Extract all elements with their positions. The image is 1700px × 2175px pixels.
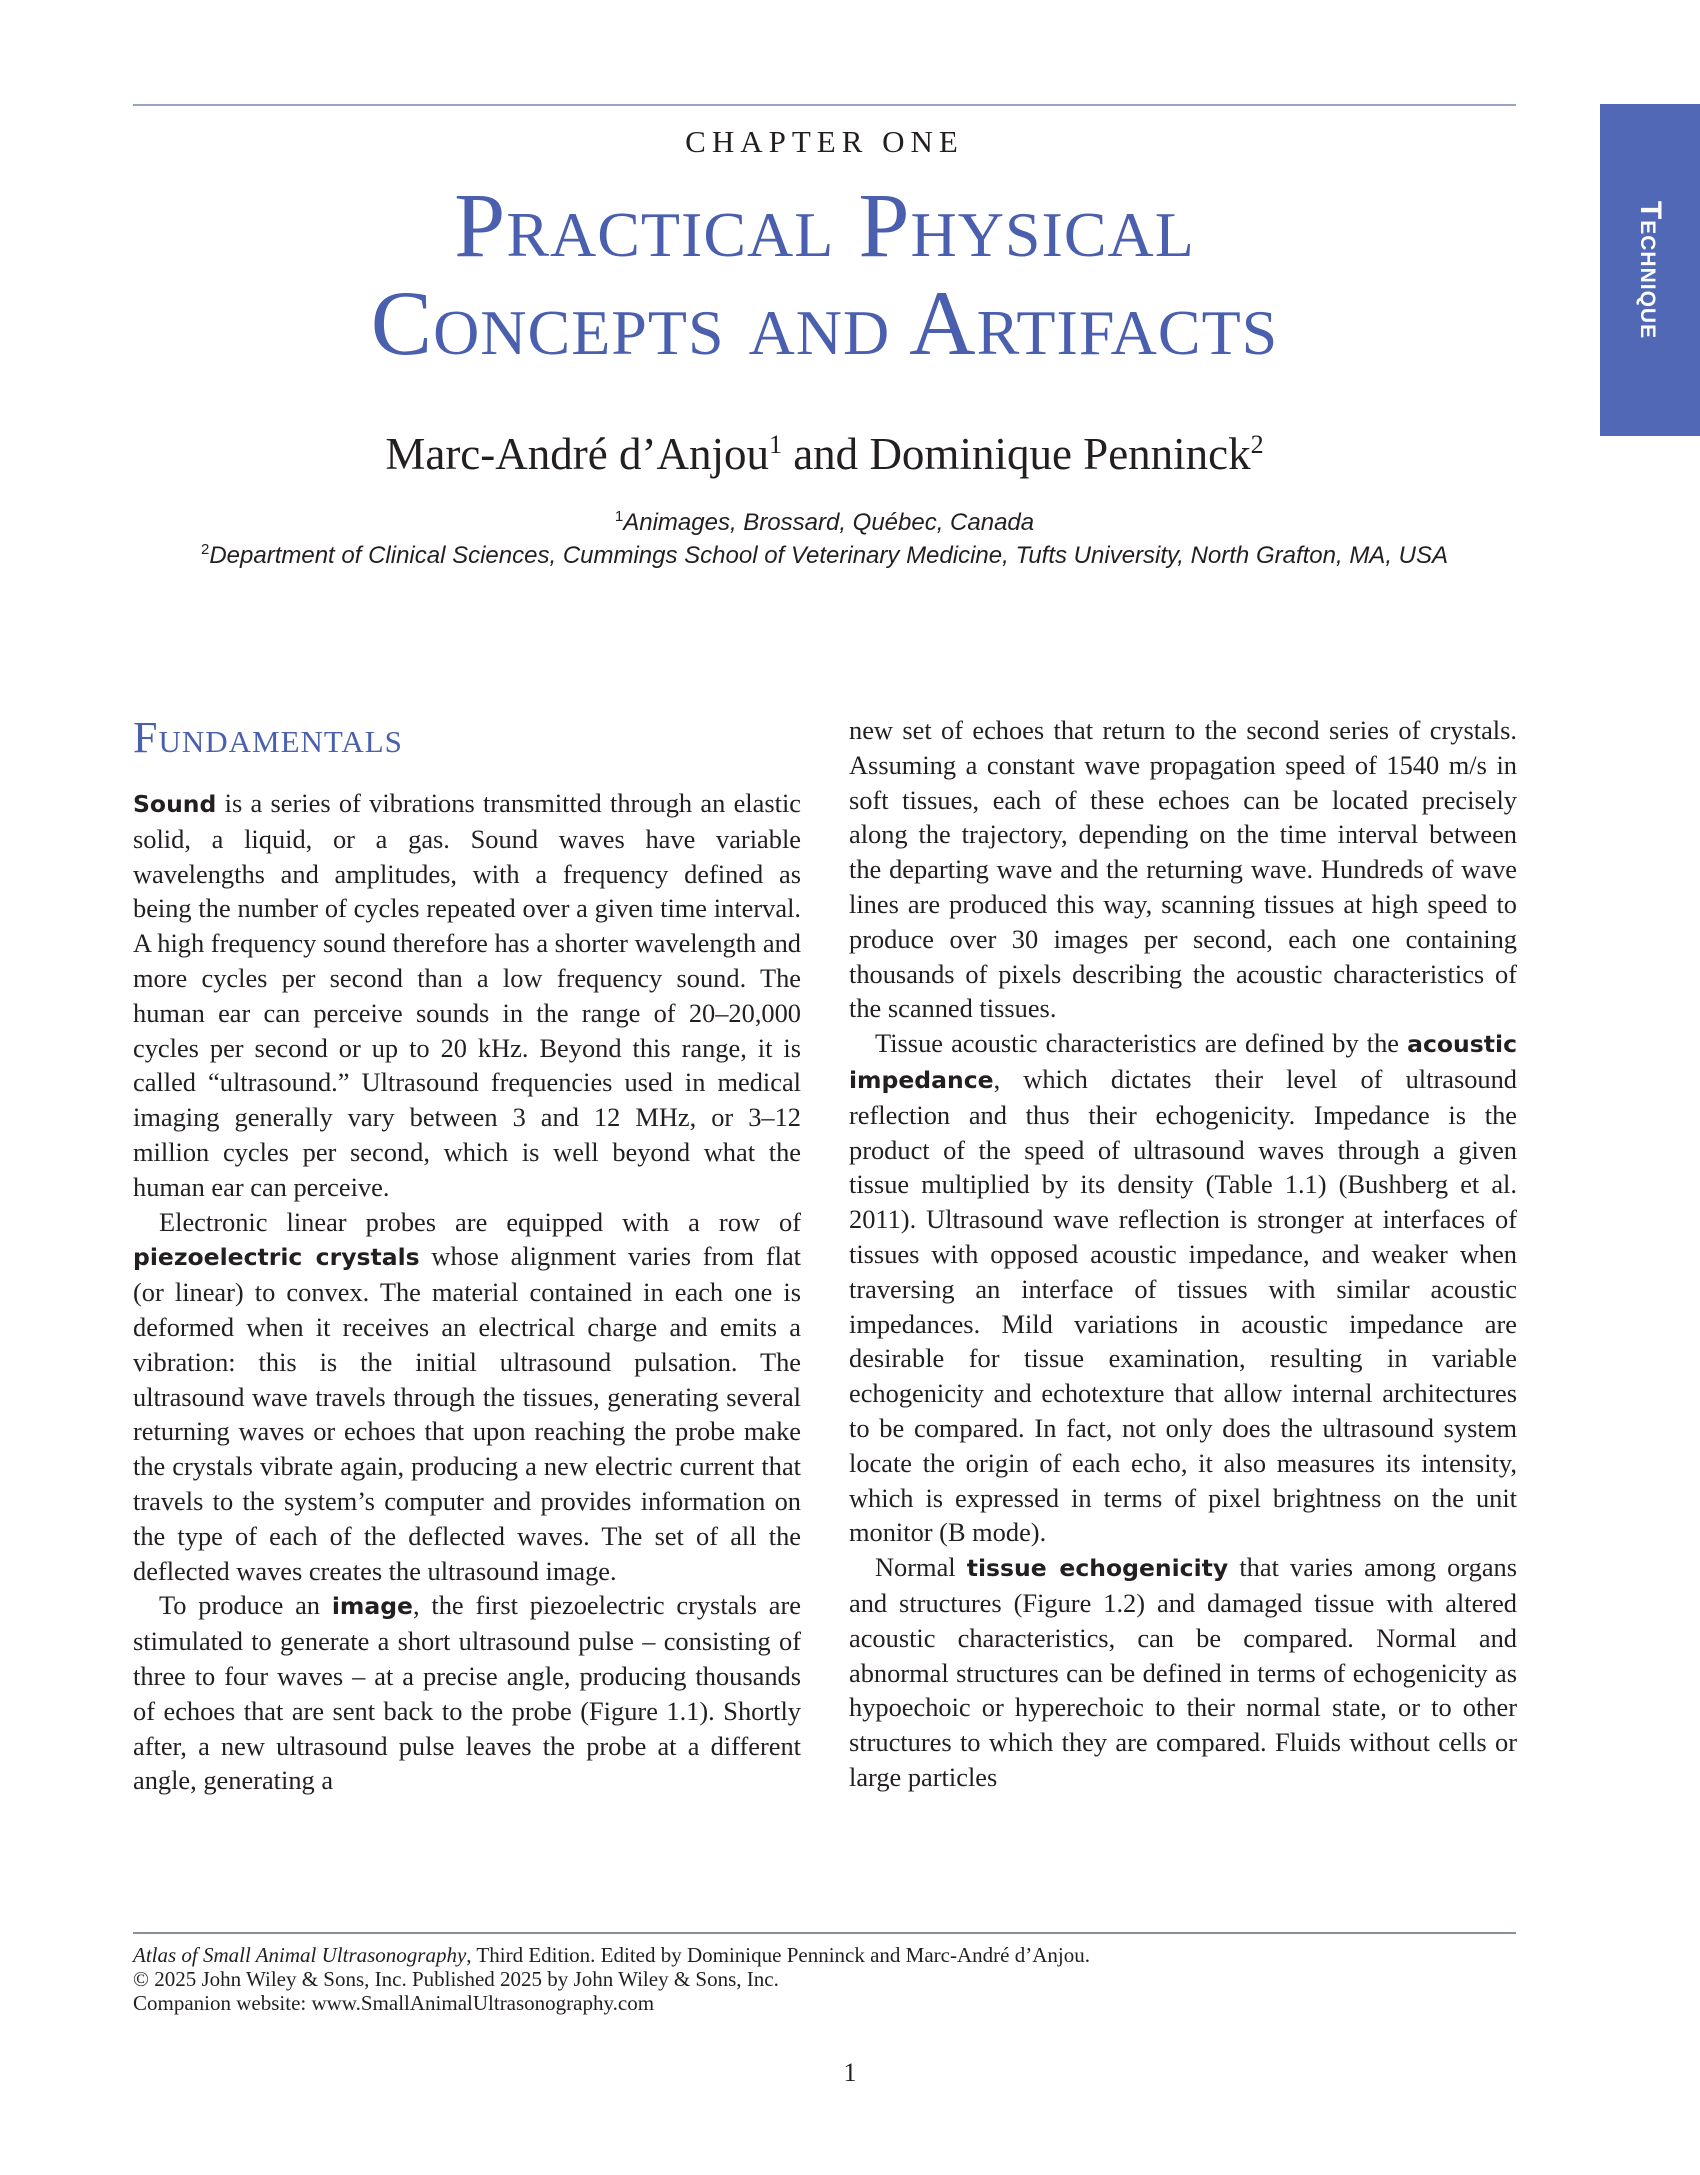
key-term: Sound xyxy=(133,790,217,818)
paragraph-text: whose alignment varies from flat (or linear) to convex. The material contained in each one is deformed when it receives an electrical charge and emits a vibration: this is the initial ultrasound pulsation. The ultrasound wave travels through the tissues, generating several returning waves or echoes that upon reaching the probe make the crystals vibrate again, producing a new electric current that travels to the system’s computer and provides information on the type of each of the deflected waves. The set of all the deflected waves creates the ultrasound image. xyxy=(133,1241,802,1586)
key-term: tissue echogenicity xyxy=(966,1554,1229,1583)
paragraph-text: , the first piezoelectric crystals are stimulated to generate a short ultrasound pulse – consisting of three to four waves – at a precise angle, producing thousands of echoes that are sent back to the probe (Figure 1.1). Shortly after, a new ultrasound pulse leaves the probe at a different angle, generating a xyxy=(133,1590,801,1796)
chapter-title-line-2: Concepts and Artifacts xyxy=(370,272,1279,374)
affiliation-1-text: Animages, Brossard, Québec, Canada xyxy=(623,509,1035,536)
right-column xyxy=(849,713,1517,1795)
author-1-affiliation-mark: 1 xyxy=(768,430,782,459)
paragraph-text: Normal xyxy=(875,1552,967,1583)
footer xyxy=(133,1943,1516,2015)
affiliation-1-mark: 1 xyxy=(614,508,624,525)
author-1: Marc-André d’Anjou xyxy=(385,429,769,479)
companion-website-line: Companion website: www.SmallAnimalUltrasonography.com xyxy=(133,1991,655,2015)
paragraph-text: , which dictates their level of ultrasound reflection and thus their echogenicity. Impedance is the product of the speed of ultrasound waves through a given tissue multiplied by its density (Table 1.1) (Bushberg et al. 2011). Ultrasound wave reflection is stronger at interfaces of tissues with opposed acoustic impedance, and weaker when traversing an interface of tissues with similar acoustic impedances. Mild variations in acoustic impedance are desirable for tissue examination, resulting in variable echogenicity and echotexture that allow internal architectures to be compared. In fact, not only does the ultrasound system locate the origin of each echo, it also measures its intensity, which is expressed in terms of pixel brightness on the unit monitor (B mode). xyxy=(849,1063,1517,1548)
affiliation-2 xyxy=(133,541,1516,570)
footer-citation xyxy=(133,1943,1516,1967)
chapter-title xyxy=(133,176,1516,372)
author-2: Dominique Penninck xyxy=(869,429,1251,479)
paragraph-text: is a series of vibrations transmitted through an elastic solid, a liquid, or a gas. Sound waves have variable wavelengths and amplitudes, with a frequency defined as being the number of cycles repeated over a given time interval. A high frequency sound therefore has a shorter wavelength and more cycles per second than a low frequency sound. The human ear can perceive sounds in the range of 20–20,000 cycles per second or up to 20 kHz. Beyond this range, it is called “ultrasound.” Ultrasound frequencies used in medical imaging generally vary between 3 and 12 MHz, or 3–12 million cycles per second, which is well beyond what the human ear can perceive. xyxy=(133,788,801,1202)
footer-rule xyxy=(133,1932,1516,1934)
paragraph-text: that varies among organs and structures (Figure 1.2) and damaged tissue with altered acoustic characteristics, can be compared. Normal and abnormal structures can be defined in terms of echogenicity as hypoechoic or hyperechoic to their normal state, or to other structures to which they are compared. Fluids without cells or large particles xyxy=(849,1552,1517,1792)
copyright-line: © 2025 John Wiley & Sons, Inc. Published 2025 by John Wiley & Sons, Inc. xyxy=(133,1967,779,1991)
section-side-tab xyxy=(1600,104,1700,436)
author-connector: and xyxy=(781,429,870,479)
top-rule xyxy=(133,104,1516,106)
book-title: Atlas of Small Animal Ultrasonography xyxy=(133,1943,467,1967)
affiliation-1 xyxy=(133,508,1516,537)
chapter-title-line-1: Practical Physical xyxy=(454,174,1195,276)
key-term: acoustic impedance xyxy=(849,1030,1517,1094)
paragraph xyxy=(849,713,1517,1026)
author-line xyxy=(133,428,1516,480)
chapter-label: CHAPTER ONE xyxy=(685,124,964,159)
paragraph-text: Electronic linear probes are equipped with a row of xyxy=(159,1206,801,1237)
left-column xyxy=(133,786,801,1798)
paragraph-text: To produce an xyxy=(159,1590,332,1621)
paragraph xyxy=(133,1205,801,1589)
page-number: 1 xyxy=(843,2058,857,2087)
section-heading: Fundamentals xyxy=(133,713,403,762)
affiliation-2-mark: 2 xyxy=(200,541,210,558)
paragraph xyxy=(849,1550,1517,1795)
paragraph xyxy=(133,786,801,1205)
author-2-affiliation-mark: 2 xyxy=(1250,430,1264,459)
affiliation-2-text: Department of Clinical Sciences, Cummings School of Veterinary Medicine, Tufts University, North Grafton, MA, USA xyxy=(209,542,1448,569)
side-tab-label: Technique xyxy=(1634,200,1667,340)
paragraph xyxy=(849,1026,1517,1550)
key-term: image xyxy=(331,1592,413,1621)
paragraph-text: new set of echoes that return to the second series of crystals. Assuming a constant wave propagation speed of 1540 m/s in soft tissues, each of these echoes can be located precisely along the trajectory, depending on the time interval between the departing wave and the returning wave. Hundreds of wave lines are produced this way, scanning tissues at high speed to produce over 30 images per second, each one containing thousands of pixels describing the acoustic characteristics of the scanned tissues. xyxy=(849,715,1517,1024)
key-term: piezoelectric crystals xyxy=(133,1243,420,1272)
paragraph xyxy=(133,1588,801,1798)
citation-text: , Third Edition. Edited by Dominique Penninck and Marc-André d’Anjou. xyxy=(466,1943,1090,1967)
paragraph-text: Tissue acoustic characteristics are defined by the xyxy=(875,1028,1408,1059)
